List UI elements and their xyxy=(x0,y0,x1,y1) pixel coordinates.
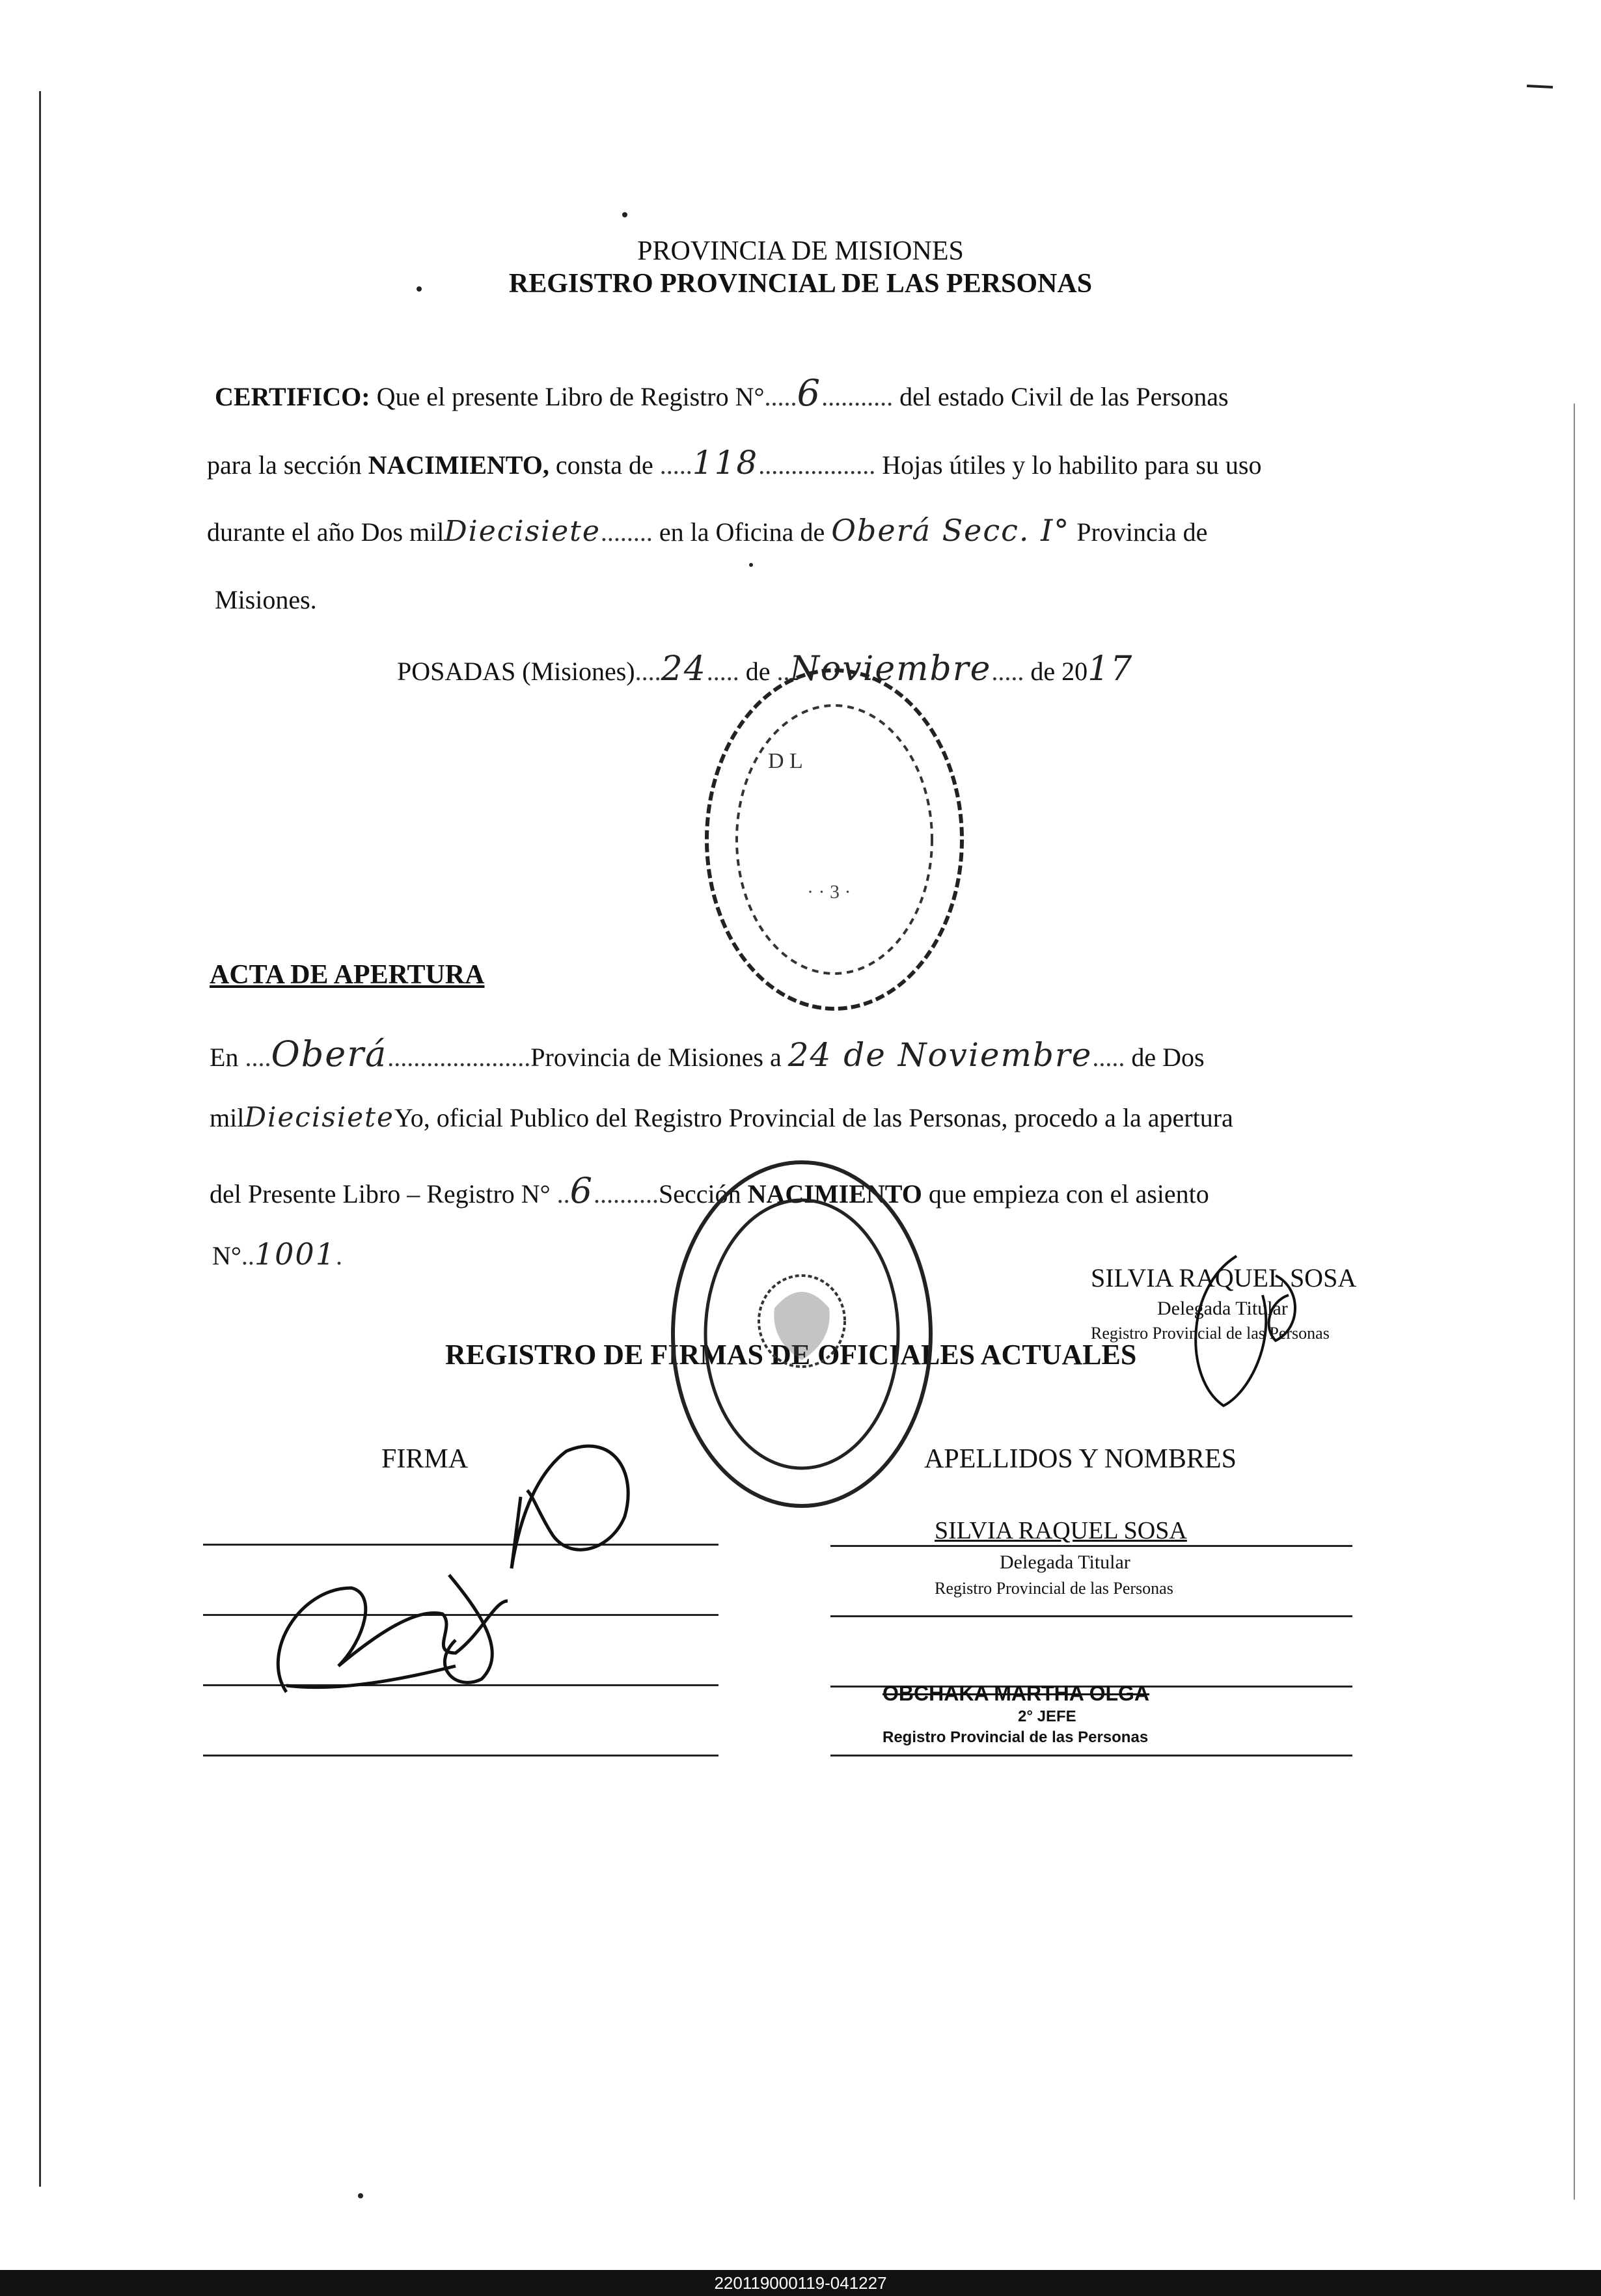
header-province: PROVINCIA DE MISIONES xyxy=(637,236,964,266)
mark-dot-3 xyxy=(749,563,753,567)
mark-dash-top-right xyxy=(1527,86,1553,87)
certifico-line-4: Misiones. xyxy=(215,585,317,614)
libro-number: 6 xyxy=(797,372,822,415)
acta-line-3: del Presente Libro – Registro N° ..6..........Sección NACIMIENTO que empieza con el asiento xyxy=(210,1170,1209,1211)
row1-registry: Registro Provincial de las Personas xyxy=(935,1579,1173,1598)
acta-city: Oberá xyxy=(271,1033,388,1074)
mark-dot-2 xyxy=(417,286,422,292)
posadas-date-line: POSADAS (Misiones)....24..... de ..Noviembre..... de 2017 xyxy=(397,649,1134,689)
row2-registry: Registro Provincial de las Personas xyxy=(883,1729,1149,1746)
acta-title: ACTA DE APERTURA xyxy=(210,960,485,990)
certifico-line-1: CERTIFICO: Que el presente Libro de Registro N°.....6........... del estado Civil de las Personas xyxy=(215,372,1229,415)
row1-name: SILVIA RAQUEL SOSA xyxy=(935,1517,1187,1544)
seal-lower xyxy=(673,1162,931,1506)
acta-year: Diecisiete xyxy=(244,1101,394,1133)
footer-code: 220119000119-041227 xyxy=(714,2273,887,2293)
signer-name: SILVIA RAQUEL SOSA xyxy=(1091,1263,1357,1292)
oficina-name: Oberá Secc. I° xyxy=(831,513,1071,548)
acta-libro-number: 6 xyxy=(569,1170,594,1211)
signer-registry: Registro Provincial de las Personas xyxy=(1091,1324,1330,1343)
certifico-year: Diecisiete xyxy=(444,515,601,548)
signature-row1 xyxy=(512,1446,628,1568)
acta-date: 24 de Noviembre xyxy=(787,1036,1093,1074)
hojas-count: 118 xyxy=(692,444,759,482)
signer-role: Delegada Titular xyxy=(1157,1298,1288,1319)
col-nombres-header: APELLIDOS Y NOMBRES xyxy=(924,1444,1237,1474)
seal-upper xyxy=(707,670,962,1009)
posadas-month: Noviembre xyxy=(789,649,992,689)
certifico-line-2: para la sección NACIMIENTO, consta de .....118.................. Hojas útiles y lo habilito para su uso xyxy=(207,444,1262,482)
acta-line-2: milDiecisieteYo, oficial Publico del Registro Provincial de las Personas, procedo a la apertura xyxy=(210,1101,1233,1133)
svg-text:D L: D L xyxy=(768,749,803,773)
row2-name: OBCHAKA MARTHA OLGA xyxy=(883,1682,1150,1705)
header-registry: REGISTRO PROVINCIAL DE LAS PERSONAS xyxy=(508,269,1093,299)
signature-silvia-upper xyxy=(1196,1256,1295,1406)
certifico-line-3: durante el año Dos milDiecisiete........ en la Oficina de Oberá Secc. I° Provincia de xyxy=(207,513,1208,548)
signature-row2 xyxy=(278,1575,508,1692)
mark-dot-1 xyxy=(622,212,627,217)
mark-dot-4 xyxy=(358,2193,363,2198)
row2-role: 2° JEFE xyxy=(1018,1708,1076,1725)
posadas-year: 17 xyxy=(1088,649,1134,689)
svg-text:· · 3 ·: · · 3 · xyxy=(807,881,851,903)
acta-line-1: En ....Oberá......................Provincia de Misiones a 24 de Noviembre..... de Dos xyxy=(210,1033,1205,1074)
asiento-number: 1001 xyxy=(254,1237,336,1272)
col-firma-header: FIRMA xyxy=(381,1444,469,1474)
firmas-title: REGISTRO DE FIRMAS DE OFICIALES ACTUALES xyxy=(445,1339,1137,1371)
acta-line-4: N°..1001. xyxy=(212,1237,342,1272)
row1-role: Delegada Titular xyxy=(1000,1551,1130,1573)
certifico-label: CERTIFICO: xyxy=(215,382,370,411)
posadas-day: 24 xyxy=(661,649,707,689)
